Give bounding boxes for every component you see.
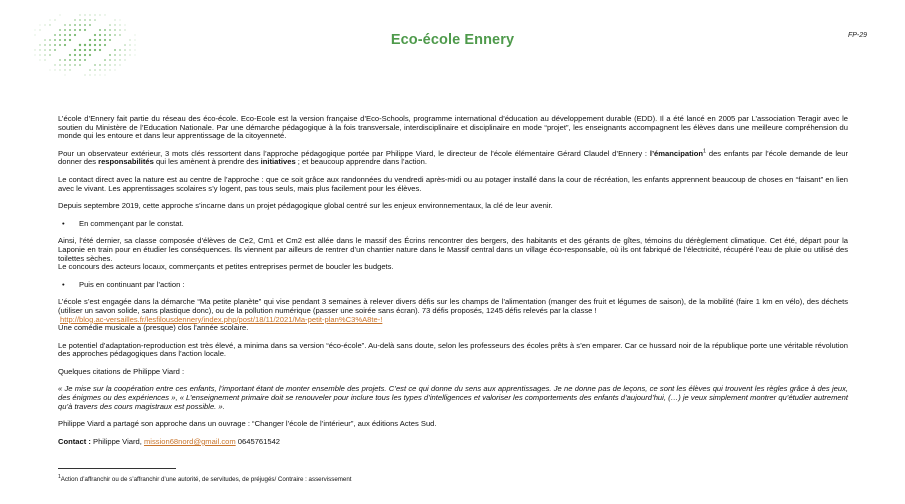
logo-dot xyxy=(94,74,95,75)
logo-dot xyxy=(129,49,130,50)
logo-dot xyxy=(89,24,91,26)
logo-dot xyxy=(84,24,86,26)
logo-dot xyxy=(84,49,86,51)
logo-dot xyxy=(84,74,85,75)
logo-dot xyxy=(129,54,130,55)
logo-dot xyxy=(89,74,90,75)
logo-dot xyxy=(64,69,65,70)
logo-dot xyxy=(74,19,76,21)
potential-paragraph: Le potentiel d’adaptation-reproduction est très élevé, a minima dans sa version “éco-école”. Au-delà sans doute, selon les professeurs des écoles prêts à s’en emparer. Car ce hussard noir de la république porte une véritable révolution des approches pédagogiques dans l’action locale. xyxy=(58,340,848,359)
logo-dot xyxy=(59,64,61,66)
logo-dot xyxy=(74,24,76,26)
trip-paragraph: Ainsi, l’été dernier, sa classe composée d’élèves de Ce2, Cm1 et Cm2 est allée dans le massif des Écrins rencontrer des bergers, des habitants et des gérants de gîtes, témoins du dérèglement climatique. Cet été, départ pour la Laponie en train pour en étudier les conséquences. Ils viennent par ailleurs de rentrer d’un chantier nature dans le Massif central dans un village éco-responsable, où ils ont fabriqué de l’électricité, récupéré l’eau de pluie ou utilisé des toilettes sèches. xyxy=(58,236,848,263)
bullet-icon: • xyxy=(62,279,65,289)
logo-dot xyxy=(69,24,71,26)
logo-dot xyxy=(79,64,81,66)
logo-dot xyxy=(134,49,135,50)
logo-dot xyxy=(49,19,50,20)
logo-dot xyxy=(114,19,115,20)
logo-dot xyxy=(119,64,120,65)
logo-dot xyxy=(39,49,40,50)
logo-dot xyxy=(54,19,55,20)
logo-dot xyxy=(64,59,66,61)
logo-dot xyxy=(34,54,35,55)
logo-dot xyxy=(114,54,116,56)
logo-dot xyxy=(104,14,105,15)
logo-dot xyxy=(124,49,126,51)
footnote-ref[interactable]: 1 xyxy=(703,148,707,155)
logo-dot xyxy=(64,74,65,75)
logo-dot xyxy=(39,59,40,60)
logo-dot xyxy=(39,54,40,55)
logo-dot xyxy=(44,24,45,25)
intro-paragraph: L’école d’Ennery fait partie du réseau des éco-école. Eco-Ecole est la version française d’Eco-Schools, programme international d’éducation au développement durable (EDD). Il a été lancé en 2005 par L’association Teragir avec le soutien du Ministère de l’Education Nationale. Par une démarche pédagogique à la fois transversale, interdisciplinaire et disciplinaire en mode “projet”, les enseignants accompagnent les élèves dans une meilleure compréhension du monde qui les entoure et dans leur apprentissage de la citoyenneté. xyxy=(58,114,848,141)
logo-dot xyxy=(79,59,81,61)
logo-dot xyxy=(119,54,121,56)
logo-dot xyxy=(44,59,45,60)
logo-dot xyxy=(124,24,125,25)
logo-dot xyxy=(84,14,85,15)
bullet-action: • Puis en continuant par l’action : xyxy=(62,279,185,289)
bullet-constat: • En commençant par le constat. xyxy=(62,218,184,228)
logo-dot xyxy=(89,54,91,56)
contact-phone: 0645761542 xyxy=(237,436,281,446)
logo-dot xyxy=(49,54,51,56)
logo-dot xyxy=(99,64,101,66)
contact-name: Philippe Viard, xyxy=(90,436,144,446)
logo-dot xyxy=(114,49,116,51)
footnote-text: Action d’affranchir ou de s’affranchir d’une autorité, de servitudes, de préjugés/ Contraire : asservissement xyxy=(60,476,352,483)
logo-dot xyxy=(79,14,80,15)
logo-dot xyxy=(109,59,111,61)
nature-paragraph: Le contact direct avec la nature est au centre de l’approche : que ce soit grâce aux randonnées du vendredi après-midi ou au potager installé dans la cour de récréation, les enfants apprennent beaucoup de choses en “faisant” en lien avec le vivant. Les apprentissages scolaires s’y logent, pas tous seuls, mais plus facilement pour les élèves. xyxy=(58,174,848,193)
logo-dot xyxy=(64,64,66,66)
logo-dot xyxy=(104,64,106,66)
book-paragraph: Philippe Viard a partagé son approche dans un ouvrage : “Changer l’école de l’intérieur”, aux éditions Actes Sud. xyxy=(58,419,437,429)
quotes-intro: Quelques citations de Philippe Viard : xyxy=(58,366,185,376)
logo-dot xyxy=(79,54,81,56)
logo-dot xyxy=(119,24,120,25)
logo-dot xyxy=(79,19,81,21)
logo-dot xyxy=(89,14,90,15)
bullet-icon: • xyxy=(62,218,65,228)
comedie-paragraph: Une comédie musicale a (presque) clos l’année scolaire. xyxy=(58,323,249,333)
quote-paragraph: « Je mise sur la coopération entre ces enfants, l’important étant de monter ensemble des projets. C’est ce qui donne du sens aux apprentissages. Je ne donne pas de leçons, ce sont les élèves qui trouvent les règles grâce à des jeux, des énigmes ou des expériences », « L’enseignement primaire doit se renouveler pour inclure tous les types d’intelligences et valoriser les comportements des enfants d’aujourd’hui, (…) je veux simplement montrer qu’étudier autrement qu’à travers des cours magistraux est possible. ». xyxy=(58,384,848,411)
document-reference: FP-29 xyxy=(847,32,867,39)
contact-email-link[interactable]: mission68nord@gmail.com xyxy=(143,436,236,446)
logo-dot xyxy=(119,59,120,60)
logo-dot xyxy=(114,59,116,61)
logo-dot xyxy=(35,30,36,31)
footnote-divider xyxy=(58,468,176,469)
page-title: Eco-école Ennery xyxy=(390,32,515,48)
logo-dot xyxy=(84,19,86,21)
logo-dot xyxy=(49,24,50,25)
logo-dot xyxy=(105,75,106,76)
logo-dot xyxy=(114,69,115,70)
logo-dot xyxy=(119,29,121,31)
logo-dot xyxy=(74,29,76,31)
logo-dot xyxy=(74,54,76,56)
logo-dot xyxy=(54,69,55,70)
logo-dot xyxy=(109,54,111,56)
logo-dot xyxy=(44,49,46,51)
logo-dot xyxy=(109,64,111,66)
logo-dot xyxy=(49,49,51,51)
logo-dot xyxy=(50,70,51,71)
keyword-emancipation: l’émancipation xyxy=(649,148,703,158)
logo-dot xyxy=(89,69,91,71)
logo-dot xyxy=(79,49,81,51)
sponsors-paragraph: Le concours des acteurs locaux, commerçants et petites entreprises permet de boucler les budgets. xyxy=(58,262,394,272)
logo-dot xyxy=(69,64,71,66)
logo-dot xyxy=(44,54,46,56)
logo-dot xyxy=(94,49,96,51)
logo-dot xyxy=(34,49,35,50)
logo-dot xyxy=(99,74,100,75)
project-paragraph: Depuis septembre 2019, cette approche s’incarne dans un projet pédagogique global centré sur les enjeux environnementaux, la clé de leur avenir. xyxy=(58,201,553,211)
logo-dot xyxy=(124,29,125,30)
logo-dot xyxy=(99,49,101,51)
blog-link[interactable]: http://blog.ac-versailles.fr/lesfilousdennery/index.php/post/18/11/2021/Ma-petit-plan%C3%A8te-! xyxy=(60,314,383,324)
keyword-responsabilites: responsabilités xyxy=(98,157,154,167)
logo-dot xyxy=(69,69,70,70)
logo-dot xyxy=(104,29,106,31)
logo-dot xyxy=(59,59,61,61)
logo-dot xyxy=(40,25,41,26)
petite-planete-paragraph: L’école s’est engagée dans la démarche “Ma petite planète” qui vise pendant 3 semaines à relever divers défis sur les champs de l’alimentation (manger des fruit et légumes de saison), de la mobilité (faire 1 km en vélo), des déchets (utiliser un savon solide, sans plastique donc), ou de la pollution numérique (passer une soirée sans écran). 73 défis proposés, 1245 défis relevés par la classe ! xyxy=(58,297,848,315)
logo-dot xyxy=(114,29,116,31)
logo-dot xyxy=(119,19,120,20)
logo-dot xyxy=(94,64,96,66)
logo-dot xyxy=(69,54,71,56)
logo-dot xyxy=(109,69,110,70)
keywords-paragraph: Pour un observateur extérieur, 3 mots clés ressortent dans l’approche pédagogique portée par Philippe Viard, le directeur de l’école élémentaire Gérard Claudel d’Ennery : l’émancipation$^1$ des enfants par l’école demande de leur donner des responsabilités qui les amènent à prendre des initiatives ; et beaucoup apprendre dans l’action. xyxy=(58,148,848,167)
logo-dot xyxy=(94,69,96,71)
logo-dot xyxy=(79,24,81,26)
logo-dot xyxy=(89,49,91,51)
logo-dot xyxy=(104,69,105,70)
logo-dot xyxy=(54,49,56,51)
logo-dot xyxy=(84,59,86,61)
logo-dot xyxy=(84,29,86,31)
logo-dot xyxy=(89,19,91,21)
footnote-number: 1 xyxy=(58,473,61,480)
logo-dot xyxy=(74,59,76,61)
logo-dot xyxy=(124,59,125,60)
logo-dot xyxy=(79,29,81,31)
logo-dot xyxy=(59,29,61,31)
logo-dot xyxy=(99,14,100,15)
logo-dot xyxy=(74,49,76,51)
footnote xyxy=(58,473,352,483)
contact-label: Contact : xyxy=(58,436,91,446)
logo-dot xyxy=(64,24,66,26)
contact-line xyxy=(58,438,848,447)
document-body xyxy=(58,115,848,455)
logo-dot xyxy=(109,24,111,26)
logo-dot xyxy=(54,64,55,65)
logo-dot xyxy=(104,59,106,61)
keyword-initiatives: initiatives xyxy=(260,157,296,167)
logo-dot xyxy=(69,29,71,31)
logo-dot xyxy=(69,59,71,61)
logo-dot xyxy=(59,14,60,15)
logo-dot xyxy=(124,54,125,55)
logo-dot xyxy=(99,69,100,70)
logo-dot xyxy=(94,14,95,15)
logo-dot xyxy=(114,24,115,25)
logo-dot xyxy=(84,54,86,56)
logo-dot xyxy=(119,49,121,51)
logo-dot xyxy=(114,64,115,65)
logo-dot xyxy=(94,19,96,21)
logo-dot xyxy=(109,29,111,31)
logo-dot xyxy=(99,29,101,31)
logo-dot xyxy=(135,55,136,56)
logo-dot xyxy=(64,29,66,31)
logo-dot xyxy=(74,64,76,66)
logo-dot xyxy=(59,69,60,70)
logo-dot xyxy=(39,29,40,30)
